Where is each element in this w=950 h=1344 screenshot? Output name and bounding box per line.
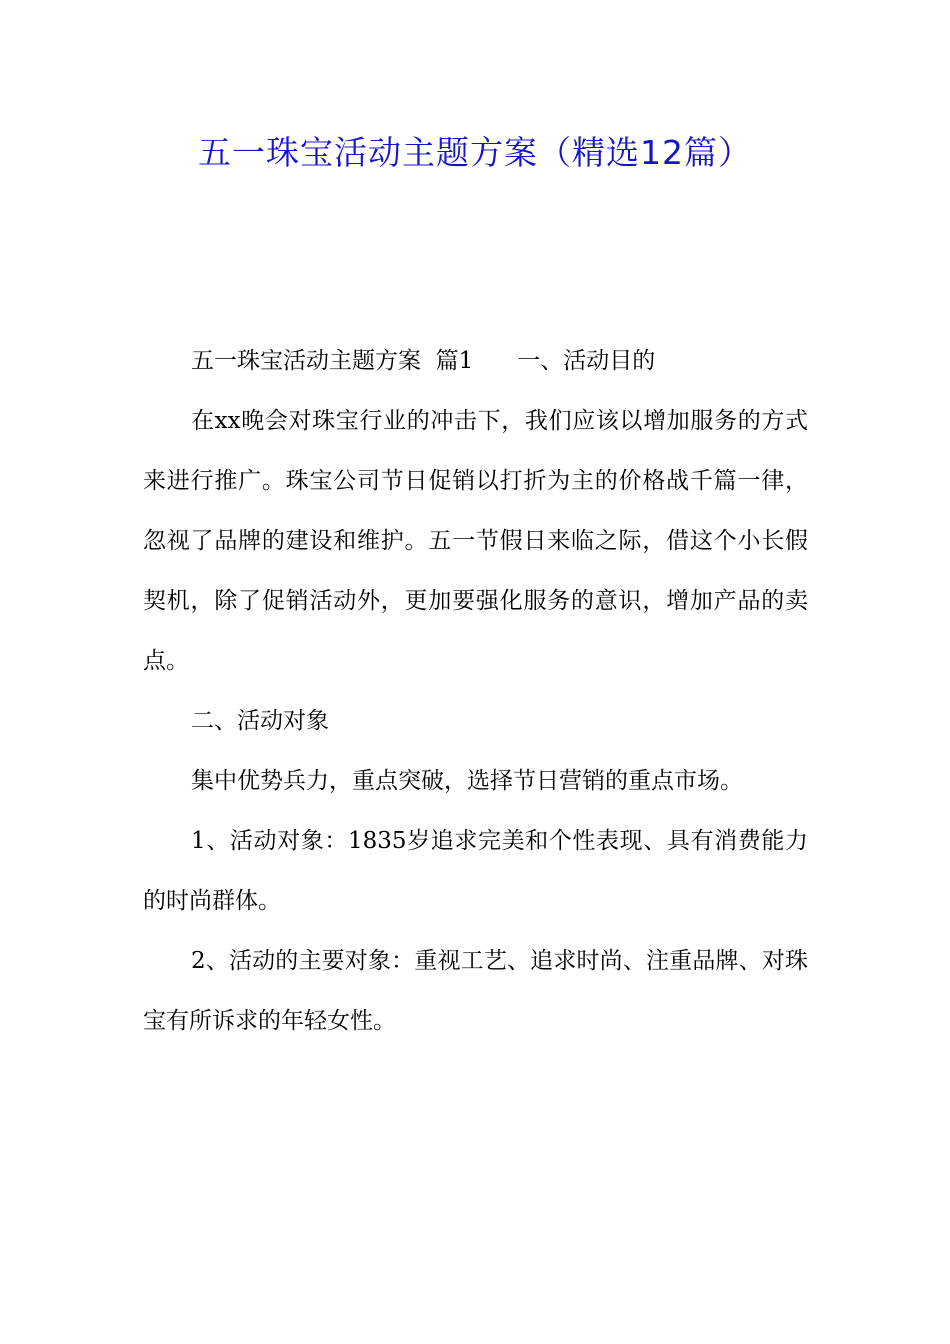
subheading-target: 二、活动对象: [191, 708, 329, 734]
paragraph-target-2: 2、活动的主要对象：重视工艺、追求时尚、注重品牌、对珠宝有所诉求的年轻女性。: [143, 948, 808, 1034]
document-body: [143, 331, 808, 1051]
document-title: 五一珠宝活动主题方案（精选12篇）: [198, 133, 752, 172]
section-heading: [143, 331, 808, 391]
paragraph-purpose: 在xx晚会对珠宝行业的冲击下，我们应该以增加服务的方式来进行推广。珠宝公司节日促销以打折为主的价格战千篇一律，忽视了品牌的建设和维护。五一节假日来临之际，借这个小长假契机，除了促销活动外，更加要强化服务的意识，增加产品的卖点。: [143, 408, 808, 674]
paragraph-target-1: 1、活动对象：1835岁追求完美和个性表现、具有消费能力的时尚群体。: [143, 828, 808, 914]
section-part-label: 五一珠宝活动主题方案 篇1: [191, 348, 474, 374]
section-first-point: 一、活动目的: [517, 348, 656, 374]
paragraph-focus: 集中优势兵力，重点突破，选择节日营销的重点市场。: [191, 768, 743, 794]
